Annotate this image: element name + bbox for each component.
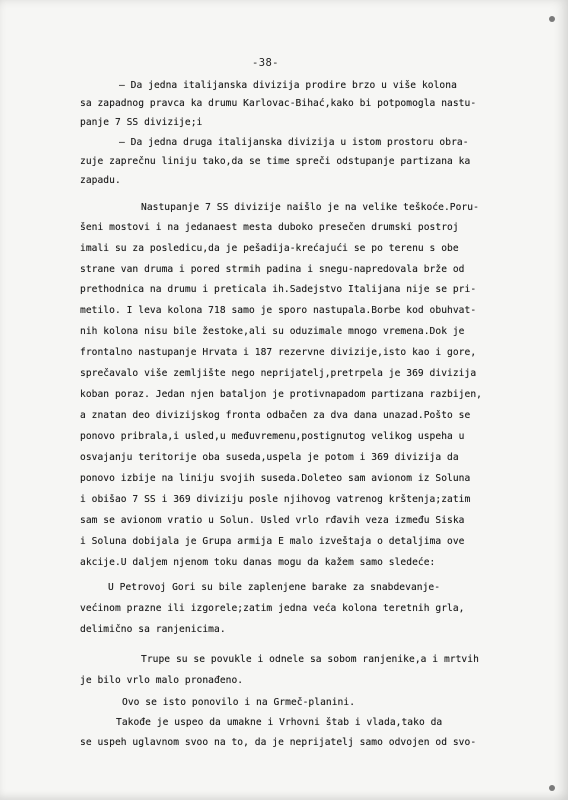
text-line: zapadu.: [80, 175, 121, 186]
text-line: strane van druma i pored strmih padina i snegu-napredovala brže od: [80, 264, 465, 275]
text-line: – Da jedna druga italijanska divizija u istom prostoru obra-: [119, 137, 469, 148]
text-line: U Petrovoj Gori su bile zaplenjene barake za snabdevanje-: [108, 582, 441, 593]
page-number: -38-: [252, 57, 279, 69]
text-line: panje 7 SS divizije;i: [80, 117, 203, 128]
text-line: Trupe su se povukle i odnele sa sobom ranjenike,a i mrtvih: [141, 654, 479, 665]
text-line: imali su za posledicu,da je pešadija-krećajući se po terenu s obe: [80, 243, 459, 254]
text-line: – Da jedna italijanska divizija prodire brzo u više kolona: [119, 80, 457, 91]
text-line: Ovo se isto ponovilo i na Grmeč-planini.: [122, 697, 356, 708]
text-line: zuje zaprečnu liniju tako,da se time spreči odstupanje partizana ka: [80, 156, 471, 167]
text-line: frontalno nastupanje Hrvata i 187 rezervne divizije,isto kao i gore,: [80, 347, 477, 358]
text-line: i Soluna dobijala je Grupa armija E malo izveštaja o detaljima ove: [80, 536, 465, 547]
text-line: koban poraz. Jedan njen bataljon je protivnapadom partizana razbijen,: [80, 389, 482, 400]
text-line: ponovo izbije na liniju svojih suseda.Doleteo sam avionom iz Soluna: [80, 473, 471, 484]
text-line: osvajanju teritorije oba suseda,uspela je potom i 369 divizija da: [80, 452, 459, 463]
text-line: sa zapadnog pravca ka drumu Karlovac-Bihać,kako bi potpomogla nastu-: [80, 98, 477, 109]
text-line: je bilo vrlo malo pronađeno.: [80, 675, 244, 686]
text-line: metilo. I leva kolona 718 samo je sporo nastupala.Borbe kod obuhvat-: [80, 305, 477, 316]
text-line: delimično sa ranjenicima.: [80, 624, 226, 635]
text-line: Takođe je uspeo da umakne i Vrhovni štab i vlada,tako da: [116, 717, 443, 728]
text-line: se uspeh uglavnom svoo na to, da je neprijatelj samo odvojen od svo-: [80, 737, 477, 748]
text-line: većinom prazne ili izgorele;zatim jedna veća kolona teretnih grla,: [80, 603, 465, 614]
text-line: i obišao 7 SS i 369 diviziju posle njihovog vatrenog krštenja;zatim: [80, 494, 471, 505]
text-line: sprečavalo više zemljište nego neprijatelj,pretrpela je 369 divizija: [80, 368, 477, 379]
text-line: sam se avionom vratio u Solun. Usled vrlo rđavih veza između Siska: [80, 515, 465, 526]
text-line: a znatan deo divizijskog fronta odbačen za dva dana unazad.Pošto se: [80, 410, 471, 421]
text-line: nih kolona nisu bile žestoke,ali su oduzimale mnogo vremena.Dok je: [80, 326, 465, 337]
text-line: ponovo pribrala,i usled,u međuvremenu,postignutog velikog uspeha u: [80, 431, 465, 442]
text-line: prethodnica na drumu i preticala ih.Sadejstvo Italijana nije se pri-: [80, 284, 477, 295]
text-line: šeni mostovi i na jedanaest mesta duboko presečen drumski postroj: [80, 222, 459, 233]
text-line: Nastupanje 7 SS divizije naišlo je na velike teškoće.Poru-: [141, 202, 479, 213]
text-line: akcije.U daljem njenom toku danas mogu da kažem samo sledeće:: [80, 557, 436, 568]
